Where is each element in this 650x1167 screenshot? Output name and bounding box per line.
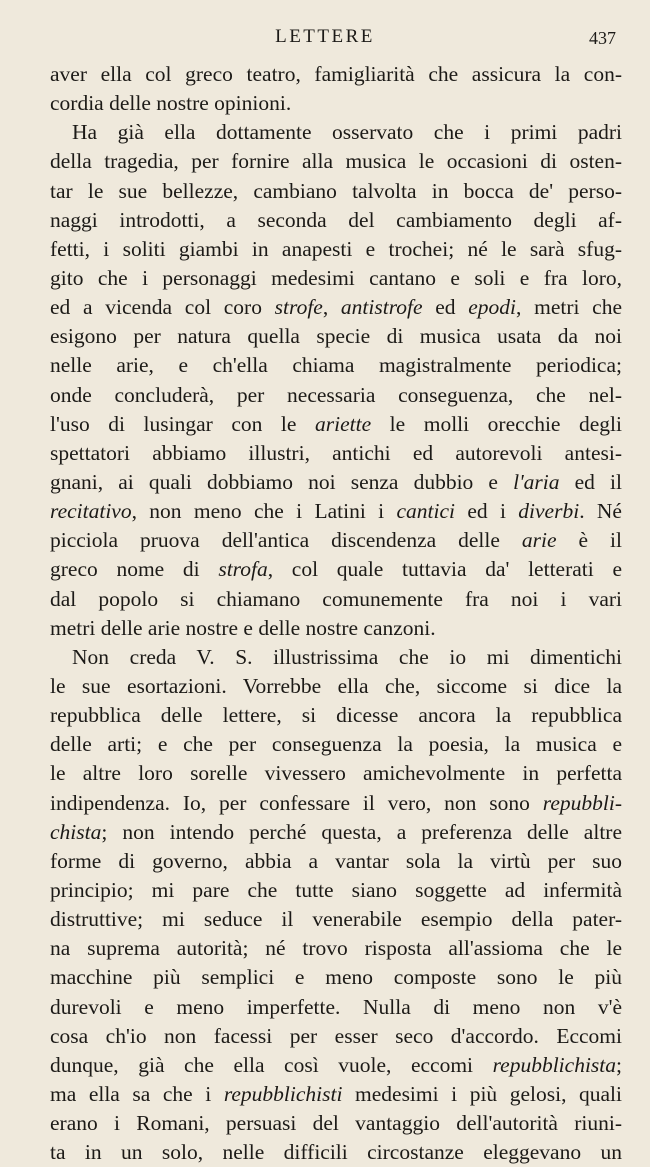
text-run: ; non intendo perché questa, a preferenza delle altre bbox=[101, 819, 622, 844]
text-run: onde concluderà, per necessaria conseguenza, che nel- bbox=[50, 382, 622, 407]
text-line bbox=[50, 293, 622, 322]
text-run: dal popolo si chiamano comunemente fra noi i vari bbox=[50, 586, 622, 611]
text-line bbox=[50, 1080, 622, 1109]
text-run: le molli orecchie degli bbox=[371, 411, 623, 436]
italic-run: strofa bbox=[218, 557, 268, 582]
italic-run: diverbi bbox=[518, 499, 580, 524]
text-line bbox=[50, 60, 622, 89]
text-line bbox=[50, 322, 622, 351]
italic-run: l'aria bbox=[513, 469, 560, 494]
text-line bbox=[50, 89, 622, 118]
text-run: fetti, i soliti giambi in anapesti e trochei; né le sarà sfug- bbox=[50, 236, 622, 261]
page-header bbox=[0, 26, 650, 52]
text-line bbox=[50, 672, 622, 701]
text-line bbox=[50, 701, 622, 730]
text-line bbox=[50, 1138, 622, 1167]
text-line bbox=[50, 876, 622, 905]
text-line bbox=[50, 963, 622, 992]
text-run: esigono per natura quella specie di musica usata da noi bbox=[50, 324, 622, 349]
text-run: l'uso di lusingar con le bbox=[50, 411, 315, 436]
text-run: aver ella col greco teatro, famigliarità che assicura la con- bbox=[50, 62, 622, 86]
text-run: tar le sue bellezze, cambiano talvolta in bocca de' perso- bbox=[50, 178, 622, 203]
text-run: ; bbox=[616, 1052, 622, 1077]
italic-run: antistrofe bbox=[340, 295, 423, 320]
text-line bbox=[50, 847, 622, 876]
text-run: cosa ch'io non facessi per esser seco d'accordo. Eccomi bbox=[50, 1023, 622, 1048]
text-run: metri delle arie nostre e delle nostre canzoni. bbox=[50, 615, 436, 640]
text-line bbox=[50, 264, 622, 293]
text-line bbox=[50, 147, 622, 176]
text-run: greco nome di bbox=[50, 557, 219, 582]
text-line bbox=[50, 934, 622, 963]
italic-run: epodi bbox=[468, 295, 517, 320]
italic-run: cantici bbox=[396, 499, 455, 524]
text-line bbox=[50, 555, 622, 584]
italic-run: repubbli- bbox=[542, 790, 622, 815]
italic-run: arie bbox=[521, 528, 557, 553]
text-run: repubblica delle lettere, si dicesse ancora la repubblica bbox=[50, 703, 622, 728]
text-run: gnani, ai quali dobbiamo noi senza dubbio e bbox=[50, 469, 514, 494]
text-run: nelle arie, e ch'ella chiama magistralmente periodica; bbox=[50, 353, 622, 378]
text-run: , col quale tuttavia da' letterati e bbox=[267, 557, 622, 582]
text-run: forme di governo, abbia a vantar sola la virtù per suo bbox=[50, 848, 622, 873]
text-run: ed bbox=[422, 295, 469, 320]
text-line bbox=[50, 614, 622, 643]
text-run: , bbox=[322, 295, 341, 320]
text-run: della tragedia, per fornire alla musica le occasioni di osten- bbox=[50, 149, 622, 174]
text-run: spettatori abbiamo illustri, antichi ed autorevoli antesi- bbox=[50, 440, 622, 465]
text-run: Ha già ella dottamente osservato che i primi padri bbox=[72, 120, 622, 145]
text-run: naggi introdotti, a seconda del cambiamento degli af- bbox=[50, 207, 622, 232]
text-run: erano i Romani, persuasi del vantaggio dell'autorità riuni- bbox=[50, 1111, 622, 1136]
text-run: indipendenza. Io, per confessare il vero, non sono bbox=[50, 790, 543, 815]
text-run: picciola pruova dell'antica discendenza delle bbox=[50, 528, 522, 553]
text-line bbox=[50, 789, 622, 818]
text-run: Non creda V. S. illustrissima che io mi dimentichi bbox=[72, 644, 622, 669]
page-number: 437 bbox=[589, 28, 616, 48]
text-line bbox=[50, 730, 622, 759]
text-line bbox=[50, 585, 622, 614]
text-run: ma ella sa che i bbox=[50, 1081, 224, 1106]
italic-run: repubblichisti bbox=[223, 1081, 343, 1106]
text-line bbox=[50, 439, 622, 468]
text-run: . Né bbox=[579, 499, 622, 524]
text-run: le sue esortazioni. Vorrebbe ella che, siccome si dice la bbox=[50, 673, 622, 698]
italic-run: repubblichista bbox=[492, 1052, 617, 1077]
text-run: , non meno che i Latini i bbox=[131, 499, 397, 524]
text-line bbox=[50, 468, 622, 497]
text-line bbox=[50, 1109, 622, 1138]
italic-run: recitativo bbox=[50, 499, 132, 524]
text-line bbox=[50, 818, 622, 847]
text-run: ed a vicenda col coro bbox=[50, 295, 275, 320]
text-run: macchine più semplici e meno composte sono le più bbox=[50, 965, 622, 990]
text-run: delle arti; e che per conseguenza la poesia, la musica e bbox=[50, 732, 622, 757]
text-line bbox=[50, 410, 622, 439]
text-line bbox=[50, 643, 622, 672]
running-title: LETTERE bbox=[275, 26, 375, 47]
text-run: è il bbox=[556, 528, 622, 553]
text-line bbox=[50, 351, 622, 380]
text-run: principio; mi pare che tutte siano soggette ad infermità bbox=[50, 877, 622, 902]
italic-run: ariette bbox=[315, 411, 372, 436]
text-line bbox=[50, 497, 622, 526]
body-text bbox=[50, 60, 622, 1167]
text-line bbox=[50, 1022, 622, 1051]
text-line bbox=[50, 993, 622, 1022]
text-line bbox=[50, 1051, 622, 1080]
text-run: ta in un solo, nelle difficili circostanze eleggevano un bbox=[50, 1140, 622, 1165]
text-run: , metri che bbox=[516, 295, 623, 320]
text-line bbox=[50, 905, 622, 934]
text-run: ed il bbox=[559, 469, 622, 494]
text-line bbox=[50, 759, 622, 788]
text-run: cordia delle nostre opinioni. bbox=[50, 91, 292, 116]
text-run: distruttive; mi seduce il venerabile esempio della pater- bbox=[50, 907, 622, 932]
text-run: gito che i personaggi medesimi cantano e soli e fra loro, bbox=[50, 265, 622, 290]
text-run: medesimi i più gelosi, quali bbox=[342, 1081, 622, 1106]
text-line bbox=[50, 381, 622, 410]
text-line bbox=[50, 206, 622, 235]
text-line bbox=[50, 118, 622, 147]
italic-run: strofe bbox=[274, 295, 323, 320]
text-run: dunque, già che ella così vuole, eccomi bbox=[50, 1052, 493, 1077]
text-line bbox=[50, 177, 622, 206]
text-run: na suprema autorità; né trovo risposta all'assioma che le bbox=[50, 936, 622, 961]
text-line bbox=[50, 526, 622, 555]
italic-run: chista bbox=[50, 819, 102, 844]
text-run: le altre loro sorelle vivessero amichevolmente in perfetta bbox=[50, 761, 622, 786]
text-line bbox=[50, 235, 622, 264]
text-run: durevoli e meno imperfette. Nulla di meno non v'è bbox=[50, 994, 622, 1019]
text-run: ed i bbox=[455, 499, 519, 524]
